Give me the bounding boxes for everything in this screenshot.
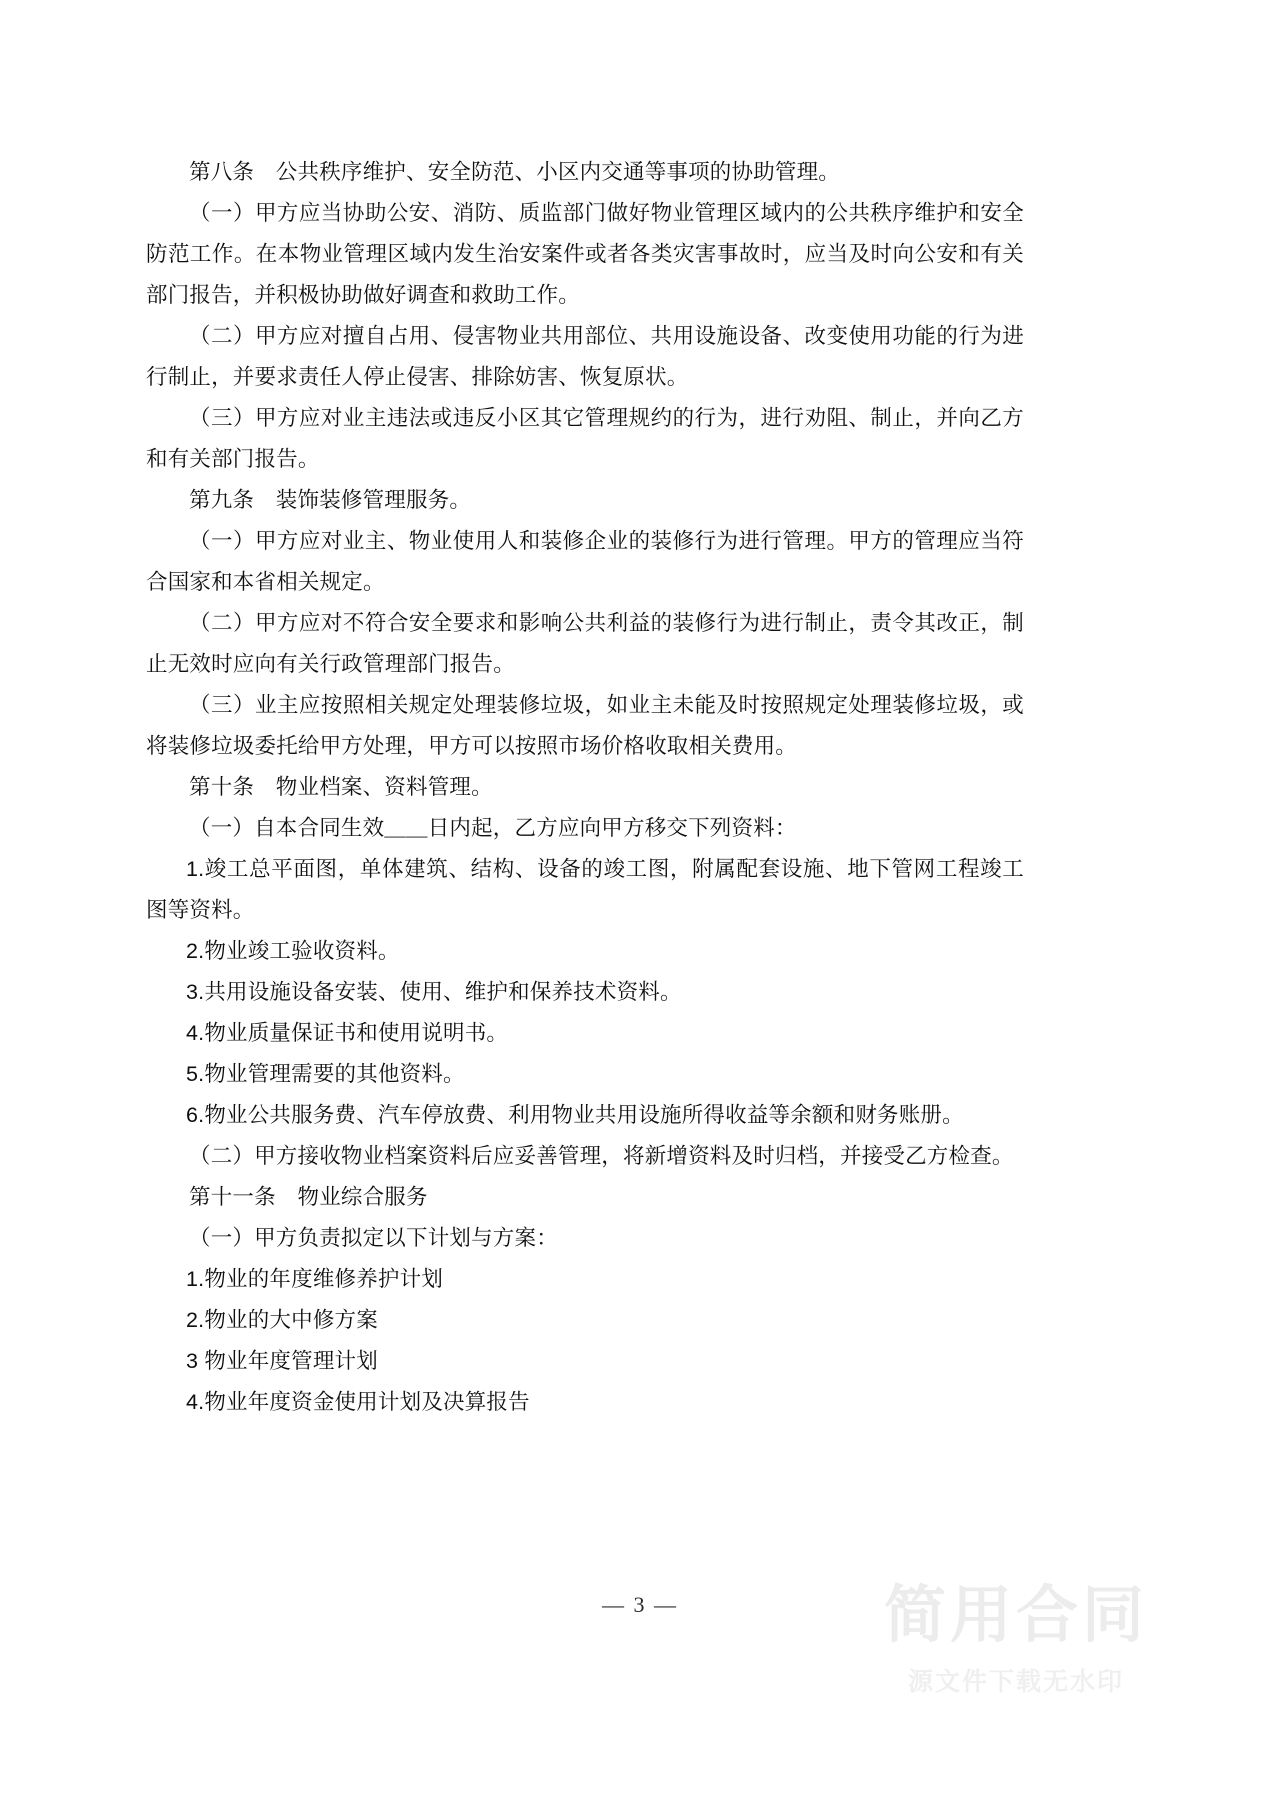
- article-10-item-1: （一）自本合同生效＿＿日内起，乙方应向甲方移交下列资料：: [189, 816, 797, 840]
- document-body: [146, 152, 1024, 1423]
- article-10-item-2: （二）甲方接收物业档案资料后应妥善管理，将新增资料及时归档，并接受乙方检查。: [189, 1144, 1014, 1168]
- article-10-item-1-6: 6.物业公共服务费、汽车停放费、利用物业共用设施所得收益等余额和财务账册。: [186, 1103, 964, 1127]
- article-11-item-1-3: 3 物业年度管理计划: [186, 1349, 378, 1373]
- article-9-item-1: （一）甲方应对业主、物业使用人和装修企业的装修行为进行管理。甲方的管理应当符合国家和本省相关规定。: [146, 529, 1024, 594]
- article-11-item-1: （一）甲方负责拟定以下计划与方案：: [189, 1226, 558, 1250]
- page-number: — 3 —: [602, 1592, 678, 1617]
- article-10-item-1-1: 1.竣工总平面图，单体建筑、结构、设备的竣工图，附属配套设施、地下管网工程竣工图等资料。: [146, 857, 1024, 922]
- article-11-heading: 第十一条 物业综合服务: [189, 1185, 428, 1209]
- article-11-item-1-1: 1.物业的年度维修养护计划: [186, 1267, 444, 1291]
- watermark-sub-text: 源文件下载无水印: [907, 1668, 1124, 1696]
- article-8-heading: 第八条 公共秩序维护、安全防范、小区内交通等事项的协助管理。: [189, 160, 841, 184]
- article-10-heading: 第十条 物业档案、资料管理。: [189, 775, 493, 799]
- article-9-heading: 第九条 装饰装修管理服务。: [189, 488, 472, 512]
- watermark-main-text: 简用合同: [883, 1580, 1148, 1650]
- article-8-item-3: （三）甲方应对业主违法或违反小区其它管理规约的行为，进行劝阻、制止，并向乙方和有关部门报告。: [146, 406, 1024, 471]
- article-10-item-1-2: 2.物业竣工验收资料。: [186, 939, 400, 963]
- article-10-item-1-5: 5.物业管理需要的其他资料。: [186, 1062, 465, 1086]
- article-9-item-3: （三）业主应按照相关规定处理装修垃圾，如业主未能及时按照规定处理装修垃圾，或将装修垃圾委托给甲方处理，甲方可以按照市场价格收取相关费用。: [146, 693, 1024, 758]
- article-8-item-1: （一）甲方应当协助公安、消防、质监部门做好物业管理区域内的公共秩序维护和安全防范工作。在本物业管理区域内发生治安案件或者各类灾害事故时，应当及时向公安和有关部门报告，并积极协助做好调查和救助工作。: [146, 201, 1024, 307]
- article-10-item-1-4: 4.物业质量保证书和使用说明书。: [186, 1021, 509, 1045]
- article-10-item-1-3: 3.共用设施设备安装、使用、维护和保养技术资料。: [186, 980, 682, 1004]
- article-9-item-2: （二）甲方应对不符合安全要求和影响公共利益的装修行为进行制止，责令其改正，制止无效时应向有关行政管理部门报告。: [146, 611, 1024, 676]
- article-11-item-1-2: 2.物业的大中修方案: [186, 1308, 378, 1332]
- article-11-item-1-4: 4.物业年度资金使用计划及决算报告: [186, 1390, 530, 1414]
- article-8-item-2: （二）甲方应对擅自占用、侵害物业共用部位、共用设施设备、改变使用功能的行为进行制止，并要求责任人停止侵害、排除妨害、恢复原状。: [146, 324, 1024, 389]
